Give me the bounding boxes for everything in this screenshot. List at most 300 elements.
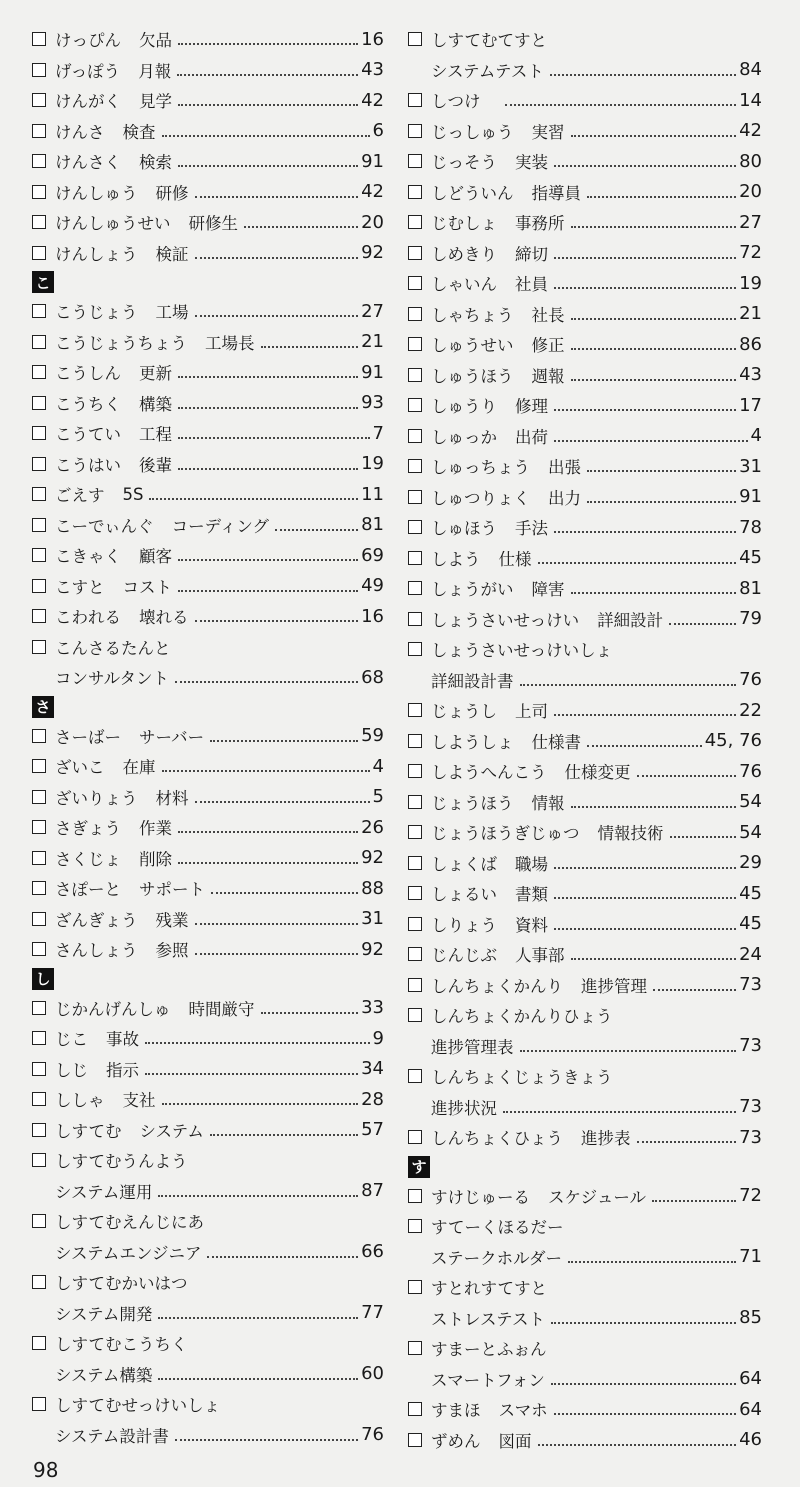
index-entry [32,327,384,358]
entry-page-number: 64 [739,1398,762,1420]
dot-leader [178,104,358,106]
dot-leader [571,806,737,808]
entry-checkbox[interactable] [408,368,422,382]
entry-checkbox[interactable] [32,215,46,229]
entry-reading: じこ [55,1030,88,1050]
index-entry [408,177,762,208]
entry-checkbox[interactable] [408,551,422,565]
entry-checkbox[interactable] [408,124,422,138]
dot-leader [520,684,737,686]
dot-leader [210,740,358,742]
entry-checkbox[interactable] [408,32,422,46]
index-entry [408,1364,762,1395]
entry-page-number: 87 [361,1180,384,1202]
index-entry [32,24,384,55]
entry-checkbox[interactable] [32,93,46,107]
index-entry [408,1425,762,1456]
dot-leader [178,590,358,592]
entry-checkbox[interactable] [408,795,422,809]
entry-page-number: 42 [361,181,384,203]
dot-leader [178,43,358,45]
entry-term: 事故 [106,1030,139,1050]
entry-reading: こきゃく [55,547,121,567]
dot-leader [178,862,358,864]
entry-checkbox[interactable] [408,1341,422,1355]
entry-reading: げっぽう [55,61,121,81]
dot-leader [261,346,359,348]
entry-term: 月報 [138,61,172,81]
entry-term: システム構築 [55,1365,153,1385]
entry-reading: すとれすてすと [431,1279,547,1299]
entry-checkbox[interactable] [32,912,46,926]
entry-term: 情報技術 [597,824,664,844]
entry-reading: しょうさいせっけいしょ [431,641,613,661]
entry-page-number: 43 [361,59,384,81]
dot-leader [538,562,737,564]
entry-checkbox[interactable] [32,579,46,593]
entry-term: コーディング [171,516,270,536]
entry-checkbox[interactable] [408,947,422,961]
entry-page-number: 24 [739,943,762,965]
entry-page-number: 29 [739,852,762,874]
dot-leader [162,1103,359,1105]
entry-checkbox[interactable] [32,396,46,410]
dot-leader [571,135,737,137]
section-heading [408,1153,762,1181]
entry-term: 更新 [139,364,172,384]
entry-checkbox[interactable] [408,520,422,534]
entry-page-number: 21 [739,303,762,325]
entry-checkbox[interactable] [32,881,46,895]
entry-term: 情報 [531,793,565,813]
entry-page-number: 86 [739,333,762,355]
entry-term: 出力 [548,488,581,508]
entry-term: 工場長 [205,333,255,353]
dot-leader [587,470,736,472]
dot-leader [669,623,736,625]
entry-checkbox[interactable] [408,642,422,656]
entry-term: 仕様 [498,549,532,569]
entry-page-number: 45 [739,547,762,569]
dot-leader [652,1200,736,1202]
index-entry [32,934,384,965]
entry-page-number: 73 [739,1126,762,1148]
entry-page-number: 92 [361,938,384,960]
index-entry [32,601,384,632]
dot-leader [554,867,736,869]
index-entry [32,662,384,693]
entry-checkbox[interactable] [408,917,422,931]
entry-page-number: 54 [739,821,762,843]
entry-page-number: 76 [739,669,762,691]
dot-leader [554,714,736,716]
entry-checkbox[interactable] [408,1189,422,1203]
entry-checkbox[interactable] [32,1153,46,1167]
entry-reading: しりょう [431,915,497,935]
entry-checkbox[interactable] [32,1397,46,1411]
dot-leader [275,529,358,531]
entry-checkbox[interactable] [32,759,46,773]
dot-leader [158,1378,358,1380]
entry-term: 資料 [515,915,548,935]
entry-term: 残業 [155,910,189,930]
entry-reading: こすと [55,577,105,597]
entry-checkbox[interactable] [408,93,422,107]
entry-page-number: 57 [361,1119,384,1141]
entry-checkbox[interactable] [408,1402,422,1416]
entry-term: 指導員 [531,183,581,203]
entry-checkbox[interactable] [32,154,46,168]
entry-page-number: 27 [361,300,384,322]
entry-reading: しようしょ [431,732,514,752]
index-entry [32,1176,384,1207]
entry-checkbox[interactable] [408,337,422,351]
entry-reading: しんちょくかんり [431,976,563,996]
dot-leader [178,407,358,409]
entry-checkbox[interactable] [408,398,422,412]
entry-term: システムエンジニア [55,1243,202,1263]
entry-reading: すまーとふぉん [431,1340,547,1360]
entry-page-number: 78 [739,516,762,538]
entry-checkbox[interactable] [408,1008,422,1022]
entry-page-number: 68 [361,666,384,688]
entry-checkbox[interactable] [32,548,46,562]
entry-page-number: 79 [739,608,762,630]
entry-reading: こうじょうちょう [55,333,187,353]
index-entry [32,1267,384,1298]
entry-checkbox[interactable] [32,518,46,532]
entry-checkbox[interactable] [408,276,422,290]
entry-page-number: 46 [739,1429,762,1451]
index-entry [32,782,384,813]
entry-checkbox[interactable] [408,703,422,717]
index-entry [32,1054,384,1085]
entry-page-number: 45 [739,913,762,935]
entry-checkbox[interactable] [408,307,422,321]
entry-term: 実装 [515,153,548,173]
entry-reading: すてーくほるだー [431,1218,564,1238]
entry-reading: しゃちょう [431,305,514,325]
dot-leader [261,1012,359,1014]
entry-page-number: 92 [361,847,384,869]
section-heading [32,268,384,296]
section-heading-kana: こ [32,271,54,293]
index-entry [408,970,762,1001]
entry-term: 支社 [122,1091,156,1111]
entry-term: 進捗表 [581,1129,631,1149]
dot-leader [571,318,737,320]
index-entry [408,55,762,86]
index-entry [408,848,762,879]
entry-term: 仕様変更 [564,763,631,783]
entry-page-number: 33 [361,997,384,1019]
entry-reading: けんしゅうせい [55,214,171,234]
index-entry [32,873,384,904]
entry-term: システムテスト [431,61,544,81]
dot-leader [554,531,736,533]
entry-checkbox[interactable] [408,215,422,229]
index-entry [32,55,384,86]
entry-checkbox[interactable] [32,851,46,865]
entry-checkbox[interactable] [408,429,422,443]
entry-checkbox[interactable] [408,1280,422,1294]
index-entry [32,418,384,449]
entry-page-number: 72 [739,1185,762,1207]
entry-term: 出荷 [515,427,548,447]
entry-checkbox[interactable] [32,1123,46,1137]
entry-page-number: 6 [372,120,384,142]
section-heading-kana: し [32,968,54,990]
entry-reading: けんさ [55,122,105,142]
index-entry [408,665,762,696]
entry-reading: しすてむこうちく [55,1335,188,1355]
entry-page-number: 21 [361,331,384,353]
index-entry [408,482,762,513]
index-entry [32,1084,384,1115]
entry-checkbox[interactable] [32,790,46,804]
entry-reading: こうてい [55,425,121,445]
entry-term: 修理 [515,397,548,417]
entry-term: 書類 [515,885,548,905]
index-entry [32,449,384,480]
index-entry [32,85,384,116]
entry-checkbox[interactable] [32,365,46,379]
entry-checkbox[interactable] [32,609,46,623]
entry-term: 修正 [531,336,565,356]
index-entry [408,1394,762,1425]
index-entry [408,512,762,543]
index-column-left [32,24,384,1450]
entry-page-number: 9 [372,1027,384,1049]
entry-page-number: 26 [361,816,384,838]
entry-checkbox[interactable] [32,1031,46,1045]
index-entry [408,878,762,909]
index-entry [32,1420,384,1451]
entry-term: システム運用 [55,1182,153,1202]
entry-page-number: 91 [739,486,762,508]
entry-reading: しすてむてすと [431,31,547,51]
entry-checkbox[interactable] [408,886,422,900]
entry-checkbox[interactable] [408,612,422,626]
entry-checkbox[interactable] [32,1336,46,1350]
entry-checkbox[interactable] [32,1275,46,1289]
entry-page-number: 60 [361,1363,384,1385]
entry-checkbox[interactable] [32,1001,46,1015]
entry-reading: ざんぎょう [55,910,138,930]
entry-term: 検証 [155,244,189,264]
entry-term: 進捗状況 [431,1098,497,1118]
dot-leader [207,1256,358,1258]
entry-checkbox[interactable] [32,63,46,77]
dot-leader [158,1317,358,1319]
entry-checkbox[interactable] [32,32,46,46]
dot-leader [178,437,370,439]
entry-term: 研修生 [188,214,238,234]
entry-reading: しんちょくひょう [431,1129,563,1149]
entry-checkbox[interactable] [32,729,46,743]
dot-leader [587,501,736,503]
entry-checkbox[interactable] [408,490,422,504]
entry-checkbox[interactable] [408,734,422,748]
index-entry [32,632,384,663]
index-entry [408,1181,762,1212]
entry-reading: しゅっちょう [431,458,530,478]
index-entry [408,299,762,330]
entry-page-number: 27 [739,211,762,233]
entry-checkbox[interactable] [32,1062,46,1076]
index-entry [32,1359,384,1390]
entry-reading: しゅつりょく [431,488,530,508]
entry-page-number: 31 [361,908,384,930]
section-heading [32,693,384,721]
entry-page-number: 92 [361,242,384,264]
entry-term: 人事部 [515,946,565,966]
dot-leader [550,74,736,76]
dot-leader [554,1413,736,1415]
entry-checkbox[interactable] [408,1069,422,1083]
entry-term: 出張 [548,458,581,478]
dot-leader [158,1195,358,1197]
dot-leader [505,104,737,106]
index-entry [408,695,762,726]
index-entry [32,116,384,147]
entry-checkbox[interactable] [408,154,422,168]
entry-checkbox[interactable] [408,856,422,870]
entry-page-number: 88 [361,877,384,899]
section-heading-kana: す [408,1156,430,1178]
index-entry [32,238,384,269]
entry-term: 仕様書 [531,732,581,752]
entry-reading: こうじょう [55,303,138,323]
entry-page-number: 91 [361,150,384,172]
index-entry [408,1303,762,1334]
entry-checkbox[interactable] [32,124,46,138]
dot-leader [210,1134,358,1136]
entry-term: 指示 [106,1060,139,1080]
entry-checkbox[interactable] [408,1219,422,1233]
entry-checkbox[interactable] [408,581,422,595]
index-entry [32,843,384,874]
entry-page-number: 45 [739,882,762,904]
entry-checkbox[interactable] [408,1433,422,1447]
index-entry [408,939,762,970]
entry-page-number: 19 [739,272,762,294]
entry-reading: けんしょう [55,244,138,264]
dot-leader [195,315,359,317]
entry-term: サーバー [139,727,205,747]
entry-reading: しんちょくじょうきょう [431,1068,613,1088]
index-entry [408,1000,762,1031]
index-entry [408,1092,762,1123]
entry-reading: けんさく [55,153,121,173]
entry-checkbox[interactable] [408,459,422,473]
entry-term: スケジュール [548,1187,647,1207]
index-entry [32,177,384,208]
entry-checkbox[interactable] [32,335,46,349]
index-entry [32,1389,384,1420]
entry-checkbox[interactable] [32,457,46,471]
dot-leader [571,379,737,381]
index-entry [32,540,384,571]
entry-term: 5S [122,484,144,504]
dot-leader [162,135,370,137]
entry-checkbox[interactable] [32,246,46,260]
entry-term: システム開発 [55,1304,153,1324]
entry-page-number: 72 [739,242,762,264]
entry-term: 社長 [531,305,565,325]
dot-leader [195,801,370,803]
index-entry [408,1211,762,1242]
dot-leader [554,287,736,289]
entry-checkbox[interactable] [32,640,46,654]
dot-leader [211,892,358,894]
entry-checkbox[interactable] [32,487,46,501]
index-entry [408,787,762,818]
entry-checkbox[interactable] [32,1092,46,1106]
entry-reading: じっしゅう [431,122,514,142]
entry-checkbox[interactable] [408,825,422,839]
entry-reading: すまほ [431,1401,481,1421]
entry-reading: しすてむうんよう [55,1152,188,1172]
index-entry [32,751,384,782]
entry-checkbox[interactable] [32,942,46,956]
entry-page-number: 54 [739,791,762,813]
dot-leader [149,498,358,500]
index-entry [408,451,762,482]
section-heading [32,965,384,993]
entry-reading: けんがく [55,92,121,112]
entry-page-number: 11 [361,483,384,505]
entry-checkbox[interactable] [32,426,46,440]
dot-leader [195,923,359,925]
dot-leader [670,836,737,838]
entry-checkbox[interactable] [408,1130,422,1144]
entry-page-number: 14 [739,89,762,111]
index-entry [32,510,384,541]
entry-checkbox[interactable] [408,185,422,199]
entry-term: 週報 [531,366,565,386]
entry-term: 検査 [122,122,156,142]
entry-reading: じょうほう [431,793,514,813]
entry-term: 欠品 [139,31,172,51]
dot-leader [571,348,737,350]
entry-checkbox[interactable] [32,304,46,318]
entry-term: 作業 [139,819,172,839]
entry-reading: しゃいん [431,275,497,295]
index-entry [408,421,762,452]
dot-leader [554,257,736,259]
entry-checkbox[interactable] [408,978,422,992]
entry-term: 進捗管理表 [431,1037,514,1057]
entry-page-number: 5 [372,786,384,808]
entry-term: 時間厳守 [188,999,255,1019]
entry-checkbox[interactable] [32,185,46,199]
dot-leader [538,1444,737,1446]
entry-reading: こうしん [55,364,121,384]
dot-leader [178,468,358,470]
dot-leader [587,745,702,747]
entry-checkbox[interactable] [408,246,422,260]
entry-term: 上司 [515,702,548,722]
entry-term: システム設計書 [55,1426,169,1446]
index-entry [408,1272,762,1303]
entry-checkbox[interactable] [408,764,422,778]
entry-page-number: 73 [739,974,762,996]
index-entry [408,756,762,787]
entry-checkbox[interactable] [32,1214,46,1228]
entry-checkbox[interactable] [32,820,46,834]
entry-reading: しょくば [431,854,497,874]
